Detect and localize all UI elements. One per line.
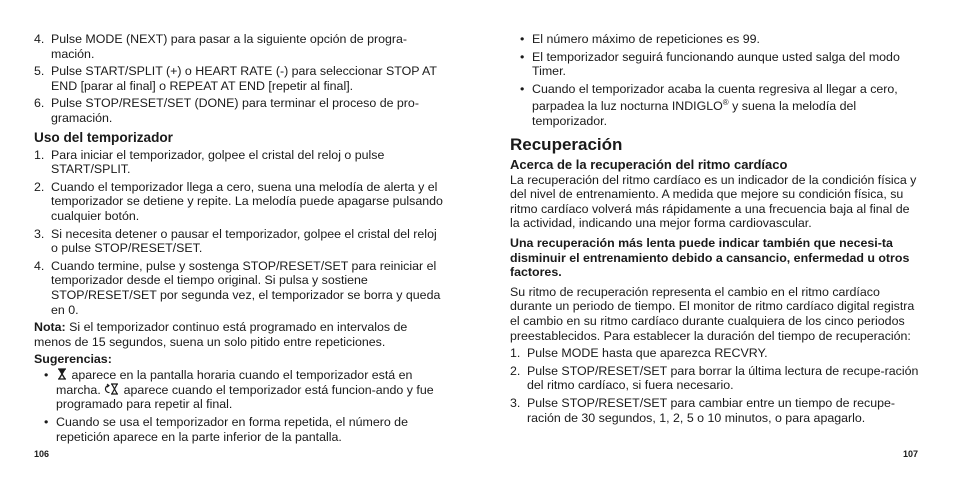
timer-heading: Uso del temporizador: [34, 129, 173, 145]
note-label: Nota:: [34, 320, 66, 335]
registered-mark: ®: [722, 98, 729, 108]
note-text: Si el temporizador continuo está programado en intervalos de menos de 15 segundos, suena un solo pitido entre repeticiones.: [34, 320, 408, 349]
right-column: [510, 32, 920, 428]
tip-text: aparece cuando el temporizador está funcion-ando y fue programado para repetir al final.: [56, 382, 434, 412]
step-text: Para iniciar el temporizador, golpee el cristal del reloj o pulse START/SPLIT.: [51, 147, 385, 177]
repeat-hourglass-icon: [104, 383, 120, 395]
description-paragraph: Su ritmo de recuperación representa el cambio en el ritmo cardíaco durante un periodo de tiempo. El monitor de ritmo cardíaco digital registra el cambio en su ritmo cardíaco durante cualquiera de los cinco periodos preestablecidos. Para establecer la duración del tiempo de recuperación:: [510, 284, 915, 343]
step-text: Pulse START/SPLIT (+) o HEART RATE (-) para seleccionar STOP AT END [parar al final] o REPEAT AT END [repetir al final].: [51, 64, 437, 93]
list-item: 4. Cuando termine, pulse y sostenga STOP/RESET/SET para reiniciar el temporizador desde el tiempo original. Si pulsa y sostiene STOP/RESET/SET por segunda vez, el temporizador se borra y queda en 0.: [34, 258, 441, 317]
list-item: • El número máximo de repeticiones es 99.: [520, 32, 760, 46]
note-paragraph: [34, 320, 444, 349]
list-item: 2. Cuando el temporizador llega a cero, suena una melodía de alerta y el temporizador se detiene y repite. La melodía puede apagarse pulsando cualquier botón.: [34, 179, 443, 223]
step-text: Cuando termine, pulse y sostenga STOP/RESET/SET para reiniciar el temporizador desde el tiempo original. Si pulsa y sostiene STOP/RESET/SET por segunda vez, el temporizador se borra y queda en 0.: [51, 258, 441, 317]
timer-steps-list: [34, 148, 444, 318]
list-item: 2. Pulse STOP/RESET/SET para borrar la última lectura de recupe-ración del ritmo cardíaco, si fuera necesario.: [510, 363, 919, 393]
list-item: • Cuando el temporizador acaba la cuenta regresiva al llegar a cero, parpadea la luz nocturna INDIGLO® y suena la melodía del temporizador.: [520, 81, 898, 129]
list-item: 1. Para iniciar el temporizador, golpee el cristal del reloj o pulse START/SPLIT.: [34, 147, 385, 177]
recovery-steps-list: [510, 346, 920, 425]
step-text: Pulse STOP/RESET/SET (DONE) para terminar el proceso de pro-gramación.: [51, 96, 419, 125]
list-item: • aparece en la pantalla horaria cuando el temporizador está en marcha. aparece cuando el temporizador está funcion-ando y fue programado para repetir al final.: [44, 368, 434, 412]
left-page: [34, 0, 444, 477]
program-steps-list: [34, 32, 444, 126]
list-item: • El temporizador seguirá funcionando aunque usted salga del modo Timer.: [520, 49, 900, 79]
tip-text: Cuando se usa el temporizador en forma repetida, el número de repetición aparece en la parte inferior de la pantalla.: [56, 415, 408, 444]
step-text: Pulse STOP/RESET/SET para borrar la última lectura de recupe-ración del ritmo cardíaco, si fuera necesario.: [527, 363, 919, 393]
list-item: • Cuando se usa el temporizador en forma repetida, el número de repetición aparece en la parte inferior de la pantalla.: [44, 415, 408, 444]
list-item: 6. Pulse STOP/RESET/SET (DONE) para terminar el proceso de pro-gramación.: [34, 96, 419, 125]
bullet-text: El temporizador seguirá funcionando aunque usted salga del modo Timer.: [532, 49, 900, 79]
bullet-text: El número máximo de repeticiones es 99.: [532, 32, 760, 46]
left-column: [34, 32, 444, 447]
list-item: 4. Pulse MODE (NEXT) para pasar a la siguiente opción de progra-mación.: [34, 32, 408, 61]
step-text: Pulse MODE (NEXT) para pasar a la siguiente opción de progra-mación.: [51, 32, 408, 61]
step-text: Pulse STOP/RESET/SET para cambiar entre un tiempo de recupe-ración de 30 segundos, 1, 2, 5 o 10 minutos, o para apagarlo.: [527, 396, 895, 425]
tips-list: [34, 368, 444, 444]
step-text: Si necesita detener o pausar el temporizador, golpee el cristal del reloj o pulse STOP/RESET/SET.: [51, 226, 437, 256]
list-item: 1. Pulse MODE hasta que aparezca RECVRY.: [510, 346, 768, 361]
right-page: [510, 0, 920, 477]
section-title: Recuperación: [510, 134, 623, 154]
page-number: 106: [34, 449, 50, 459]
bullet-text: y suena la melodía del temporizador.: [532, 99, 857, 129]
hourglass-icon: [56, 368, 68, 380]
list-item: 5. Pulse START/SPLIT (+) o HEART RATE (-) para seleccionar STOP AT END [parar al final] o REPEAT AT END [repetir al final].: [34, 64, 437, 93]
list-item: 3. Pulse STOP/RESET/SET para cambiar entre un tiempo de recupe-ración de 30 segundos, 1, 2, 5 o 10 minutos, o para apagarlo.: [510, 396, 895, 425]
step-text: Cuando el temporizador llega a cero, suena una melodía de alerta y el temporizador se detiene y repite. La melodía puede apagarse pulsando cualquier botón.: [51, 179, 443, 223]
tip-text: aparece en la pantalla horaria cuando el temporizador está en marcha.: [56, 368, 413, 397]
subsection-title: Acerca de la recuperación del ritmo cardíaco: [510, 156, 788, 172]
warning-paragraph: Una recuperación más lenta puede indicar también que necesi-ta disminuir el entrenamiento debido a cansancio, enfermedad u otros factores.: [510, 236, 910, 280]
bullet-text: Cuando el temporizador acaba la cuenta regresiva al llegar a cero, parpadea la luz nocturna INDIGLO: [532, 81, 898, 114]
step-text: Pulse MODE hasta que aparezca RECVRY.: [527, 346, 768, 361]
list-item: 3. Si necesita detener o pausar el temporizador, golpee el cristal del reloj o pulse STOP/RESET/SET.: [34, 226, 437, 256]
page-number: 107: [903, 449, 919, 459]
intro-paragraph: La recuperación del ritmo cardíaco es un indicador de la condición física y del nivel de entrenamiento. A medida que mejore su condición física, su ritmo cardíaco volverá más rápidamente a una frecuencia baja al final de la actividad, indicando una mejor forma cardiovascular.: [510, 172, 917, 231]
tips-heading: Sugerencias:: [34, 352, 112, 367]
timer-notes-list: [510, 32, 920, 129]
